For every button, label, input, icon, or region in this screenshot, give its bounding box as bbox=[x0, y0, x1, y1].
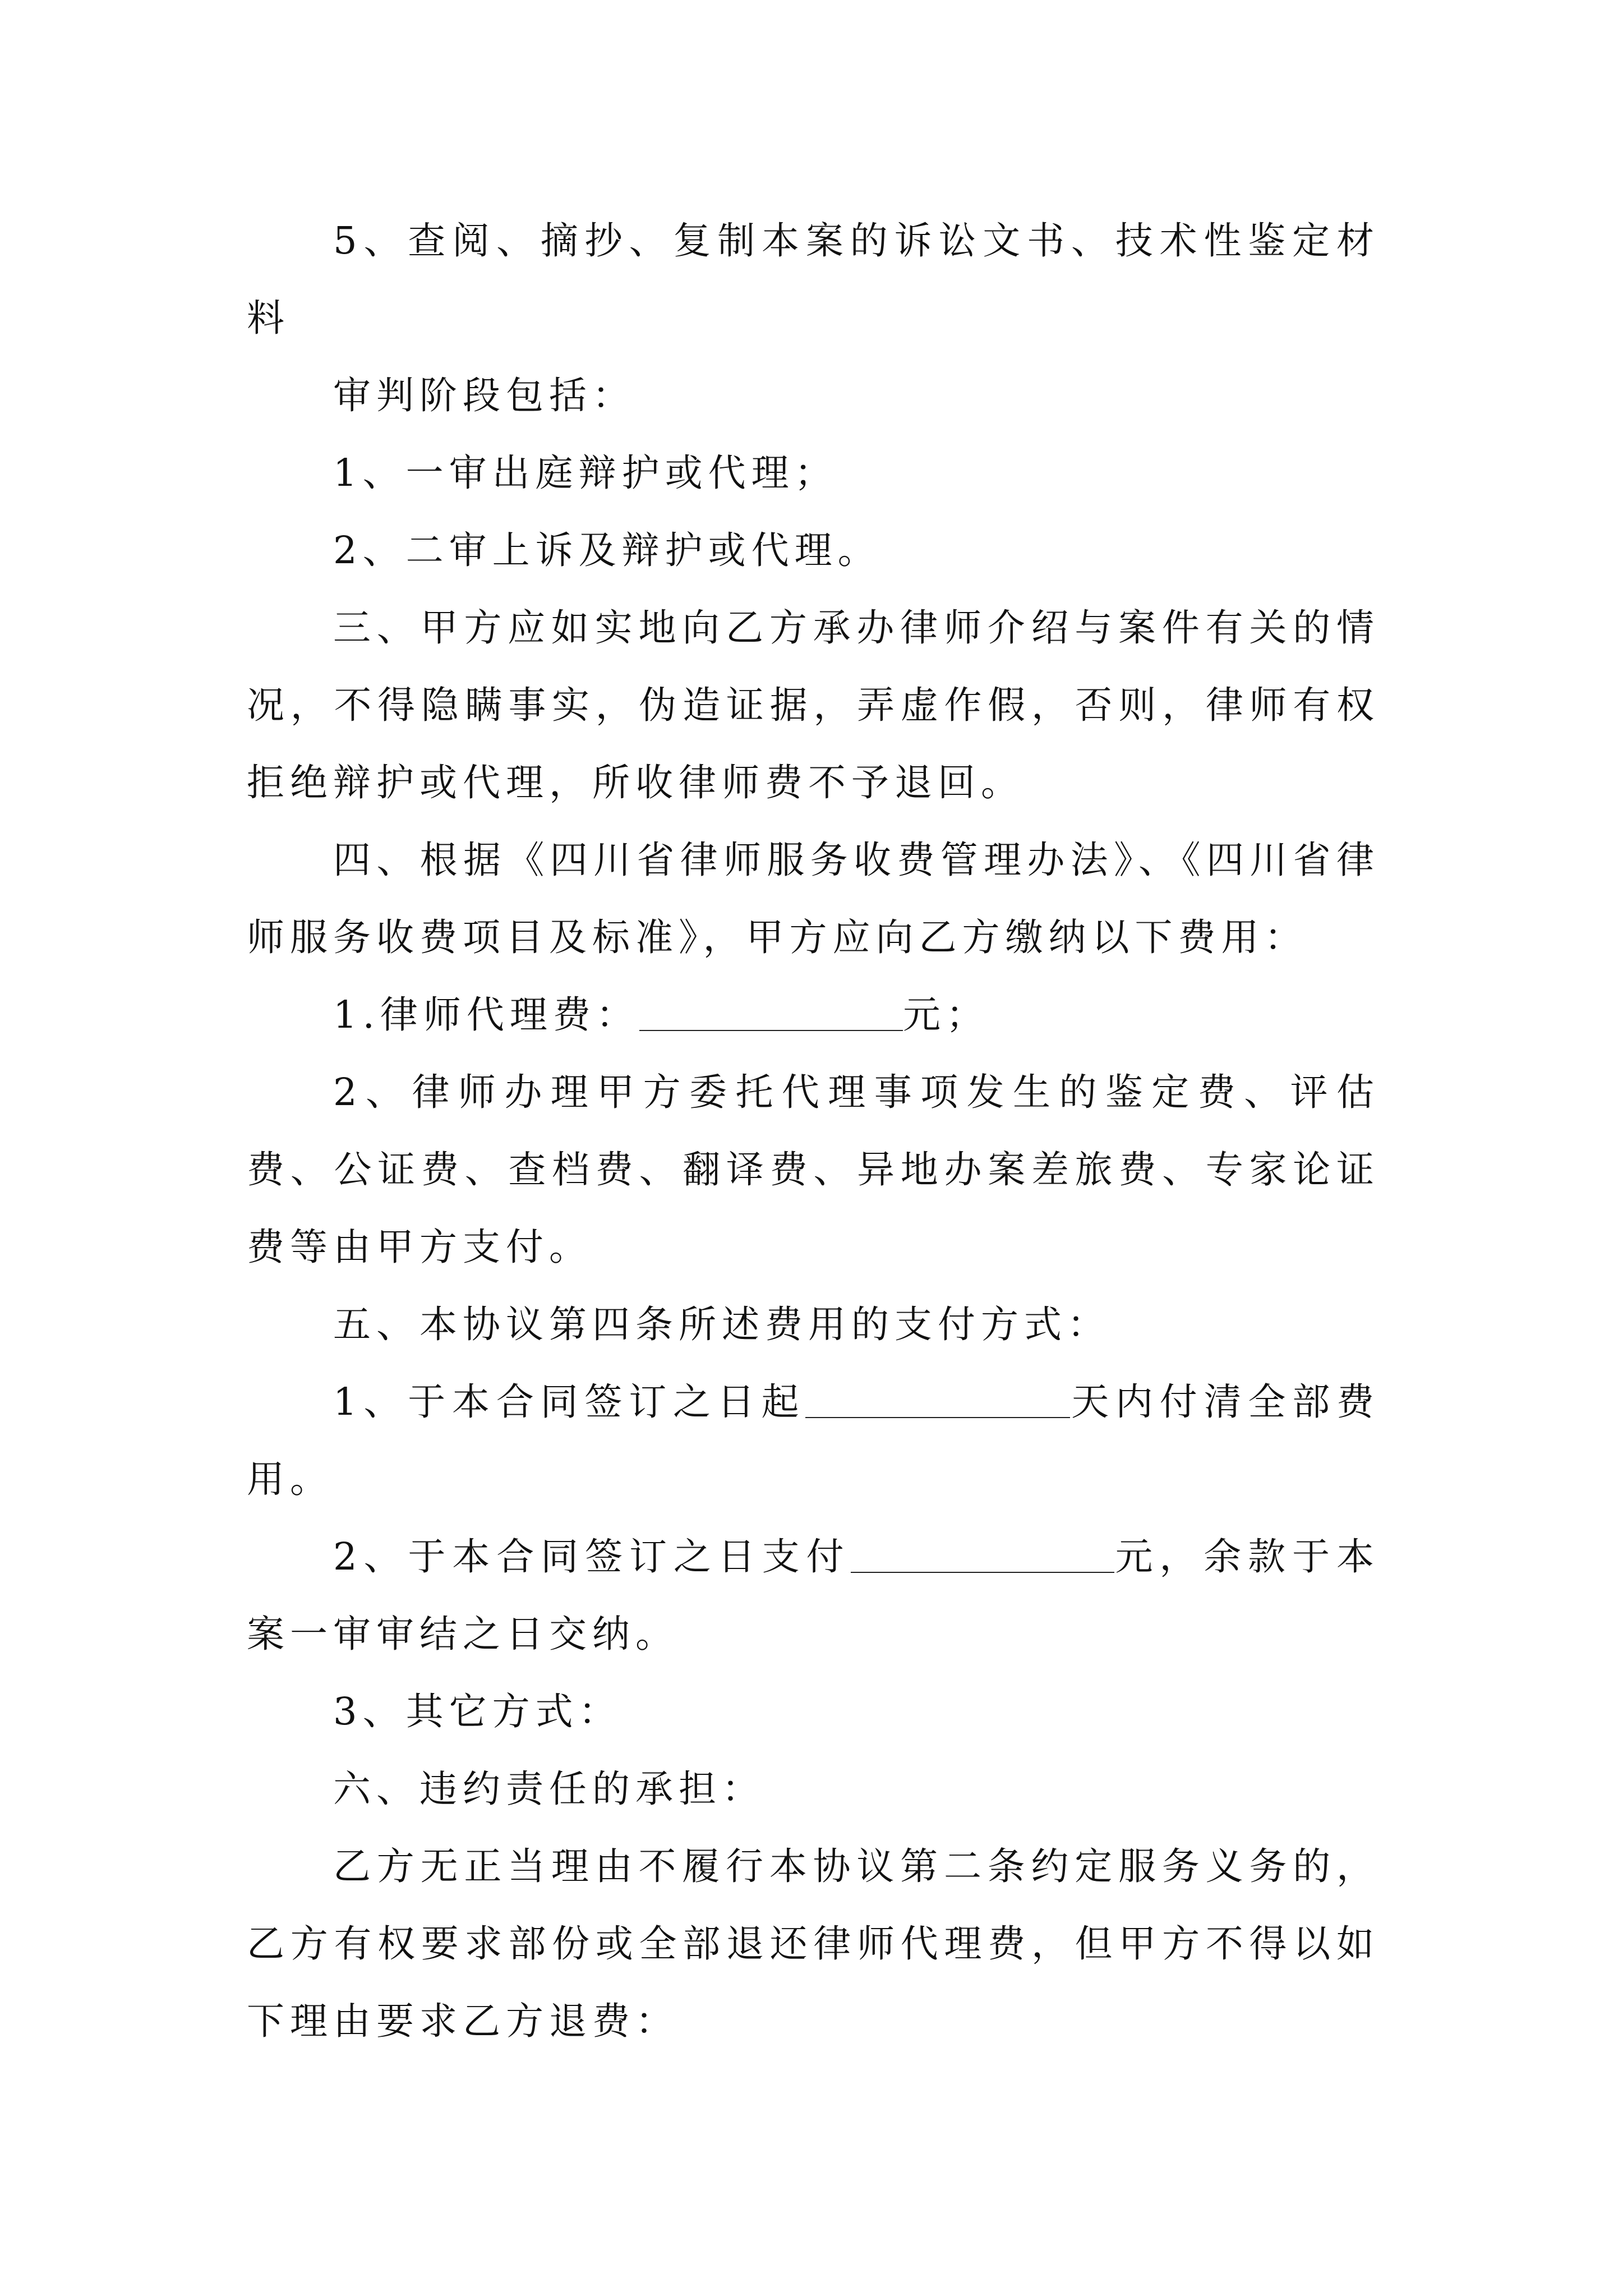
paragraph-text: 元，余款于本案一审审结之日交纳。 bbox=[247, 1535, 1380, 1656]
paragraph-text: 审判阶段包括： bbox=[333, 374, 635, 417]
paragraph-text: 2、二审上诉及辩护或代理。 bbox=[333, 528, 881, 572]
paragraph-text: 三、甲方应如实地向乙方承办律师介绍与案件有关的情况，不得隐瞒事实，伪造证据，弄虚作假，否则，律师有权拒绝辩护或代理，所收律师费不予退回。 bbox=[247, 606, 1380, 804]
paragraph-clause-five bbox=[247, 1286, 1380, 1363]
paragraph-agency-fee bbox=[247, 976, 1380, 1053]
paragraph-text: 1.律师代理费： bbox=[333, 993, 639, 1037]
paragraph-text: 元； bbox=[902, 993, 989, 1037]
paragraph-other-methods bbox=[247, 1673, 1380, 1750]
paragraph-other-fees bbox=[247, 1053, 1380, 1286]
paragraph-clause-four bbox=[247, 821, 1380, 976]
paragraph-clause-six bbox=[247, 1750, 1380, 1828]
paragraph-text: 5、查阅、摘抄、复制本案的诉讼文书、技术性鉴定材料 bbox=[247, 219, 1380, 340]
paragraph-text: 天内付清全部费用。 bbox=[247, 1380, 1380, 1501]
paragraph-text: 2、于本合同签订之日支付 bbox=[333, 1535, 851, 1579]
payment-days-blank[interactable] bbox=[805, 1380, 1070, 1418]
paragraph-text: 六、违约责任的承担： bbox=[333, 1767, 765, 1811]
paragraph-payment-days bbox=[247, 1363, 1380, 1518]
document-body bbox=[247, 202, 1380, 2060]
paragraph-clause-three bbox=[247, 589, 1380, 821]
paragraph-installment bbox=[247, 1518, 1380, 1673]
paragraph-trial-stage-heading bbox=[247, 357, 1380, 434]
paragraph-second-instance bbox=[247, 512, 1380, 589]
paragraph-text: 1、一审出庭辩护或代理； bbox=[333, 451, 838, 495]
paragraph-text: 3、其它方式： bbox=[333, 1690, 622, 1733]
paragraph-first-instance bbox=[247, 434, 1380, 512]
paragraph-review-materials bbox=[247, 202, 1380, 357]
paragraph-text: 2、律师办理甲方委托代理事项发生的鉴定费、评估费、公证费、查档费、翻译费、异地办案差旅费、专家论证费等由甲方支付。 bbox=[247, 1070, 1380, 1269]
installment-amount-blank[interactable] bbox=[851, 1535, 1114, 1573]
paragraph-text: 乙方无正当理由不履行本协议第二条约定服务义务的，乙方有权要求部份或全部退还律师代理费，但甲方不得以如下理由要求乙方退费： bbox=[247, 1844, 1380, 2043]
paragraph-text: 1、于本合同签订之日起 bbox=[333, 1380, 806, 1424]
paragraph-text: 四、根据《四川省律师服务收费管理办法》、《四川省律师服务收费项目及标准》，甲方应向乙方缴纳以下费用： bbox=[247, 838, 1380, 959]
paragraph-refund-terms bbox=[247, 1828, 1380, 2060]
paragraph-text: 五、本协议第四条所述费用的支付方式： bbox=[333, 1303, 1110, 1346]
agency-fee-blank[interactable] bbox=[639, 993, 903, 1031]
